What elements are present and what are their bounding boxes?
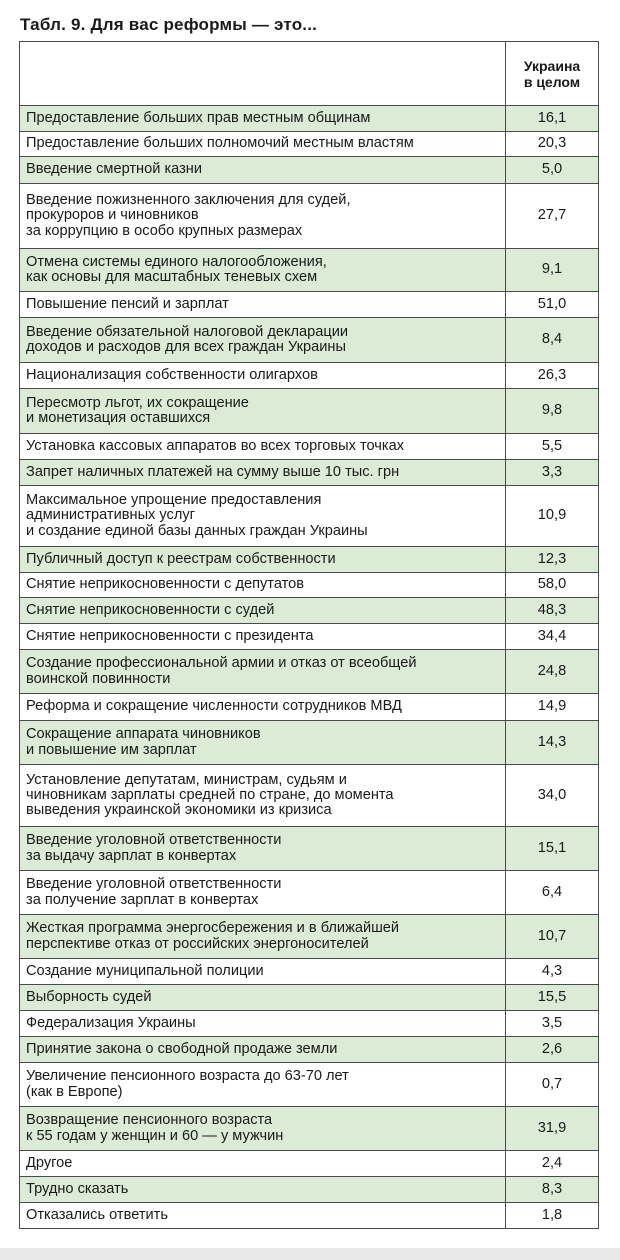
- row-value: 8,4: [506, 318, 599, 363]
- data-table: [19, 41, 599, 1229]
- row-value: 12,3: [506, 547, 599, 573]
- row-value: 9,1: [506, 249, 599, 292]
- table-row: [20, 1151, 599, 1177]
- table-row: [20, 1011, 599, 1037]
- row-value: 15,5: [506, 985, 599, 1011]
- row-label: Выборность судей: [20, 985, 506, 1011]
- row-label: Запрет наличных платежей на сумму выше 10 тыс. грн: [20, 460, 506, 486]
- row-value: 15,1: [506, 827, 599, 871]
- table-row: [20, 1063, 599, 1107]
- row-label: Повышение пенсий и зарплат: [20, 292, 506, 318]
- row-value: 6,4: [506, 871, 599, 915]
- row-label: Введение уголовной ответственности за получение зарплат в конвертах: [20, 871, 506, 915]
- table-row: [20, 132, 599, 157]
- row-value: 34,0: [506, 765, 599, 827]
- table-row: [20, 318, 599, 363]
- row-value: 5,0: [506, 157, 599, 184]
- row-label: Федерализация Украины: [20, 1011, 506, 1037]
- table-row: [20, 434, 599, 460]
- table-title: Табл. 9. Для вас реформы — это...: [20, 15, 318, 34]
- row-label: Введение обязательной налоговой декларации доходов и расходов для всех граждан Украины: [20, 318, 506, 363]
- row-value: 1,8: [506, 1203, 599, 1229]
- table-row: [20, 389, 599, 434]
- table-row: [20, 1037, 599, 1063]
- table-body: [20, 106, 599, 1229]
- row-value: 51,0: [506, 292, 599, 318]
- table-row: [20, 363, 599, 389]
- row-value: 2,6: [506, 1037, 599, 1063]
- row-value: 34,4: [506, 624, 599, 650]
- table-row: [20, 573, 599, 598]
- table-row: [20, 157, 599, 184]
- row-label: Предоставление больших полномочий местным властям: [20, 132, 506, 157]
- table-row: [20, 1107, 599, 1151]
- row-value: 58,0: [506, 573, 599, 598]
- table-row: [20, 871, 599, 915]
- row-value: 26,3: [506, 363, 599, 389]
- row-value: 10,7: [506, 915, 599, 959]
- table-row: [20, 598, 599, 624]
- row-value: 14,3: [506, 721, 599, 765]
- row-label: Введение смертной казни: [20, 157, 506, 184]
- row-label: Жесткая программа энергосбережения и в ближайшей перспективе отказ от российских энергоносителей: [20, 915, 506, 959]
- row-value: 27,7: [506, 184, 599, 249]
- row-label: Сокращение аппарата чиновников и повышение им зарплат: [20, 721, 506, 765]
- table-row: [20, 249, 599, 292]
- row-label: Снятие неприкосновенности с судей: [20, 598, 506, 624]
- table-row: [20, 1177, 599, 1203]
- row-label: Введение пожизненного заключения для судей, прокуроров и чиновников за коррупцию в особо крупных размерах: [20, 184, 506, 249]
- row-label: Создание муниципальной полиции: [20, 959, 506, 985]
- row-value: 5,5: [506, 434, 599, 460]
- row-value: 14,9: [506, 694, 599, 721]
- row-label: Публичный доступ к реестрам собственности: [20, 547, 506, 573]
- row-label: Создание профессиональной армии и отказ от всеобщей воинской повинности: [20, 650, 506, 694]
- table-row: [20, 547, 599, 573]
- table-row: [20, 721, 599, 765]
- row-value: 3,5: [506, 1011, 599, 1037]
- row-value: 20,3: [506, 132, 599, 157]
- row-label: Национализация собственности олигархов: [20, 363, 506, 389]
- page-bottom-edge: [0, 1248, 620, 1260]
- table-row: [20, 985, 599, 1011]
- row-value: 48,3: [506, 598, 599, 624]
- table-row: [20, 765, 599, 827]
- table-row: [20, 1203, 599, 1229]
- row-label: Увеличение пенсионного возраста до 63-70 лет (как в Европе): [20, 1063, 506, 1107]
- table-row: [20, 915, 599, 959]
- table-row: [20, 486, 599, 547]
- table-row: [20, 292, 599, 318]
- row-label: Другое: [20, 1151, 506, 1177]
- row-label: Возвращение пенсионного возраста к 55 годам у женщин и 60 — у мужчин: [20, 1107, 506, 1151]
- row-value: 10,9: [506, 486, 599, 547]
- row-value: 2,4: [506, 1151, 599, 1177]
- table-row: [20, 624, 599, 650]
- row-value: 9,8: [506, 389, 599, 434]
- row-value: 3,3: [506, 460, 599, 486]
- table-row: [20, 184, 599, 249]
- table-row: [20, 827, 599, 871]
- row-value: 16,1: [506, 106, 599, 132]
- row-label: Установка кассовых аппаратов во всех торговых точках: [20, 434, 506, 460]
- row-label: Снятие неприкосновенности с депутатов: [20, 573, 506, 598]
- row-label: Пересмотр льгот, их сокращение и монетизация оставшихся: [20, 389, 506, 434]
- row-label: Реформа и сокращение численности сотрудников МВД: [20, 694, 506, 721]
- row-label: Отказались ответить: [20, 1203, 506, 1229]
- table-row: [20, 959, 599, 985]
- table-row: [20, 460, 599, 486]
- row-label: Принятие закона о свободной продаже земли: [20, 1037, 506, 1063]
- header-region-cell: Украина в целом: [506, 42, 599, 106]
- row-label: Трудно сказать: [20, 1177, 506, 1203]
- row-label: Установление депутатам, министрам, судьям и чиновникам зарплаты средней по стране, до момента выведения украинской экономики из кризиса: [20, 765, 506, 827]
- row-value: 4,3: [506, 959, 599, 985]
- header-blank-cell: [20, 42, 506, 106]
- table-row: [20, 650, 599, 694]
- row-value: 8,3: [506, 1177, 599, 1203]
- row-value: 24,8: [506, 650, 599, 694]
- row-value: 31,9: [506, 1107, 599, 1151]
- row-label: Снятие неприкосновенности с президента: [20, 624, 506, 650]
- table-row: [20, 106, 599, 132]
- row-label: Предоставление больших прав местным общинам: [20, 106, 506, 132]
- table-row: [20, 694, 599, 721]
- row-label: Введение уголовной ответственности за выдачу зарплат в конвертах: [20, 827, 506, 871]
- row-label: Максимальное упрощение предоставления административных услуг и создание единой базы данных граждан Украины: [20, 486, 506, 547]
- row-label: Отмена системы единого налогообложения, как основы для масштабных теневых схем: [20, 249, 506, 292]
- row-value: 0,7: [506, 1063, 599, 1107]
- table-header-row: [20, 42, 599, 106]
